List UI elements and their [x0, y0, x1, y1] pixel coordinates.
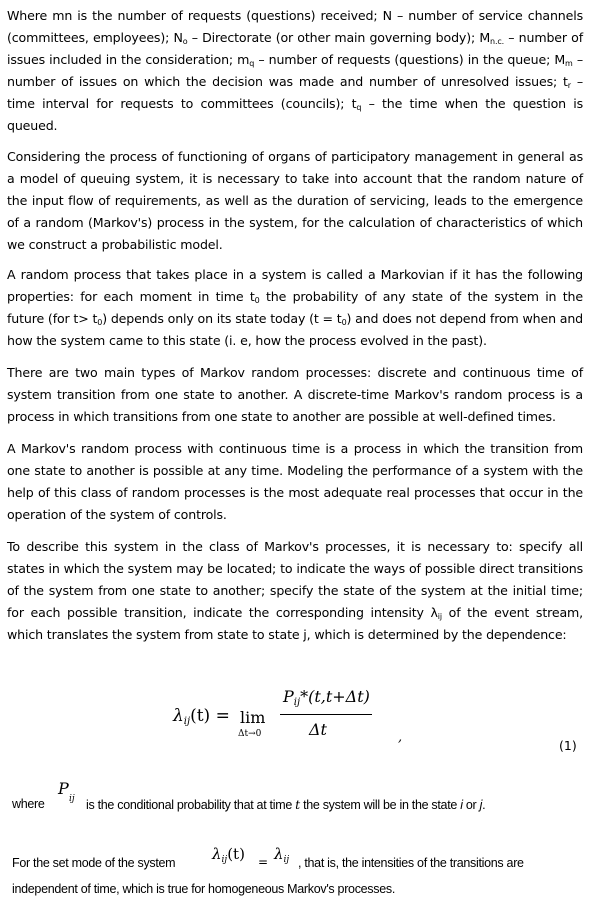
formula-lim-sub: Δt→0 — [238, 729, 262, 739]
set-mode-formula: $\lambda_{ij}(t)$ — [212, 845, 245, 865]
formula-denominator: Δt — [309, 720, 327, 739]
formula-comma: , — [398, 730, 403, 745]
formula-numerator: $P_{ij}*(t,t+\Delta t)$ — [283, 687, 370, 708]
paragraph-markov-types: There are two main types of Markov random processes: discrete and continuous time of system transition from one state to another. A discrete-time Markov's random process is a process in which transitions from one state to another are possible at well-defined times. — [7, 365, 583, 424]
last-line: independent of time, which is true for homogeneous Markov's processes. — [12, 882, 395, 896]
where-description: is the conditional probability that at time t the system will be in the state i or j. — [86, 797, 486, 812]
formula-lambda: λ — [173, 706, 184, 726]
paragraph-queuing-model: Considering the process of functioning of organs of participatory management in general as a model of queuing system, it is necessary to take into account that the random nature of the input flow of requirements, as well as the duration of servicing, leads to the emergence of a random (Markov's) process in the system, for the calculation of characteristics of which we construct a probabilistic model. — [7, 149, 583, 252]
fraction-bar — [280, 714, 372, 715]
formula-lim: lim — [240, 708, 266, 727]
equation-number: (1) — [559, 738, 577, 753]
set-mode-line: For the set mode of the system — [12, 856, 176, 870]
paragraph-describe-system: To describe this system in the class of Markov's processes, it is necessary to: specify all states in which the system may be located; to indicate the ways of possible direct transitions of the system from one state to another; specify the state of the system at the initial time; for each possible transition, indicate the corresponding intensity $\lambda_{ij}$ of the event stream, which translates the system from state to state j, which is determined by the dependence: — [7, 539, 583, 642]
where-line: where — [12, 797, 45, 811]
set-mode-text: , that is, the intensities of the transitions are — [298, 856, 524, 870]
paragraph-markovian-definition: A random process that takes place in a system is called a Markovian if it has the following properties: for each moment in time $t_0$ the probability of any state of the system in the future (for $t> t_0$) depends only on its state today $(t = t_0)$ and does not depend from when and how the system came to this state (i. e, how the process evolved in the past). — [7, 267, 584, 348]
paragraph-continuous-time: A Markov's random process with continuous time is a process in which the transition from one state to another is possible at any time. Modeling the performance of a system with the help of this class of random processes is the most adequate real processes that occur in the operation of the system of controls. — [7, 441, 583, 522]
document-page: Where mn is the number of requests (questions) received; N – number of service channels (committees, employees); $N_o$ – Directorate (or other main governing body); $M_{n.c.}$ – number of issues included in the consideration; $m_q$ – number of requests (questions) in the queue; $M_m$ – number of issues on which the decision was made and number of unresolved issues; $t_r$ – time interval for requests to committees (councils); $t_q$ – the time when the question is queued. Considering the process of functioning of organs of participatory management in general as a model of queuing system, it is necessary to take into account that the random nature of the input flow of requirements, as well as the duration of servicing, leads to the emergence of a random (Markov's) process in the system, for the calculation of characteristics of which we construct a probabilistic model. A random process that takes place in a system is called a Markovian if it has the following properties: for each moment in time $t_0$ the probability of any state of the system in the future (for $t> t_0$) depends only on its state today $(t = t_0)$ and does not depend from when and how the system came to this state (i. e, how the process evolved in the past). There are two main types of Markov random processes: discrete and continuous time of system transition from one state to another. A discrete-time Markov's random process is a process in which transitions from one state to another are possible at well-defined times. A Markov's random process with continuous time is a process in which the transition from one state to another is possible at any time. Modeling the performance of a system with the help of this class of random processes is the most adequate real processes that occur in the operation of the system of controls. To describe this system in the class of Markov's processes, it is necessary to: specify all states in which the system may be located; to indicate the ways of possible direct transitions of the system from one state to another; specify the state of the system at the initial time; for each possible transition, indicate the corresponding intensity $\lambda_{ij}$ of the event stream, which translates the system from state to state j, which is determined by the dependence: $\lambda_{ij}(t)$ = lim Δt→0 $P_{ij}*(t,t+\Delta t)$ Δt , (1) where P ij is the conditional probability that at time t the system will be in the state i or j. For the set mode of the system $\lambda_{ij}(t)$ = $\lambda_{ij}$ , that is, the intensities of the transitions are independent of time, which is true for homogeneous Markov's processes. — [0, 0, 593, 906]
where-P-symbol: P — [58, 779, 69, 798]
paragraph-definitions: Where mn is the number of requests (questions) received; N – number of service channels (committees, employees); $N_o$ – Directorate (or other main governing body); $M_{n.c.}$ – number of issues included in the consideration; $m_q$ – number of requests (questions) in the queue; $M_m$ – number of issues on which the decision was made and number of unresolved issues; $t_r$ – time interval for requests to committees (councils); $t_q$ – the time when the question is queued. — [7, 8, 583, 133]
